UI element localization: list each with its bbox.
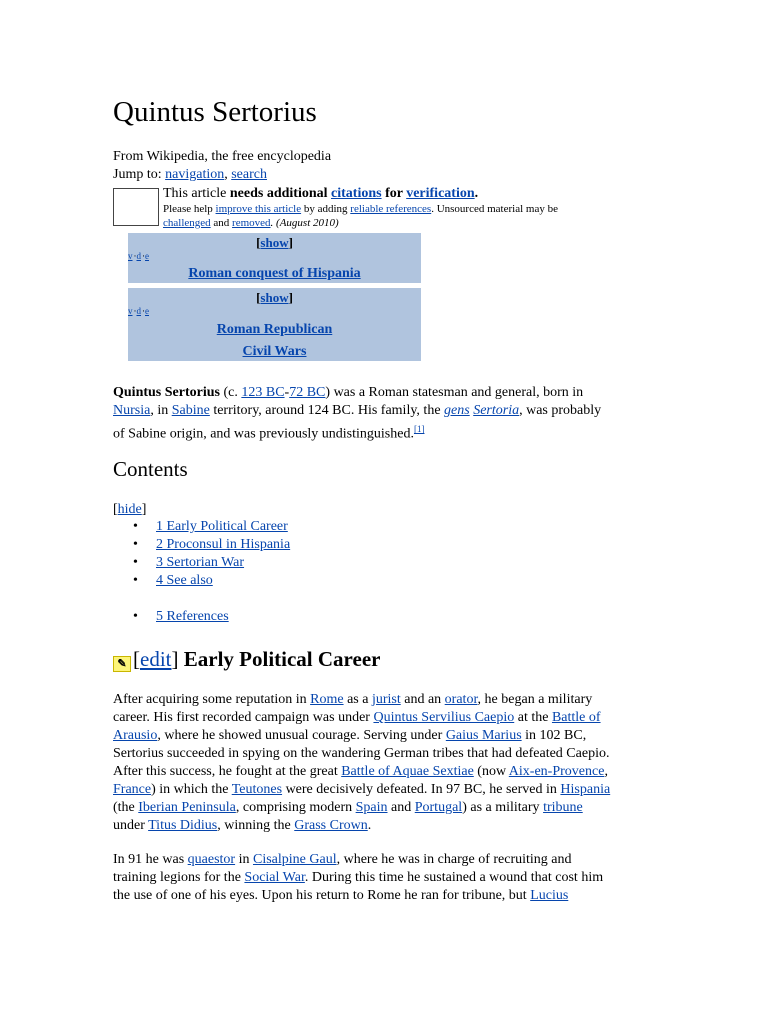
- wiki-link-battle-of-aquae-sextiae[interactable]: Battle of Aquae Sextiae: [341, 764, 474, 779]
- text: ,: [604, 764, 608, 779]
- text: career. His first recorded campaign was under: [113, 710, 374, 725]
- toc-item: [133, 537, 290, 553]
- notice-line-3: [163, 217, 339, 229]
- reliable-references-link[interactable]: reliable references: [350, 203, 432, 215]
- edit-section-link[interactable]: edit: [140, 647, 172, 671]
- roman-conquest-hispania-link[interactable]: Roman conquest of Hispania: [188, 266, 361, 281]
- bullet: •: [133, 573, 138, 588]
- toc-link-sertorian-war[interactable]: 3 Sertorian War: [156, 555, 245, 570]
- text-line: [113, 869, 653, 887]
- wiki-link-quintus-servilius-caepio[interactable]: Quintus Servilius Caepio: [373, 710, 515, 725]
- notice-help-text: Please help: [163, 203, 216, 215]
- hide-link[interactable]: hide: [117, 502, 142, 517]
- text: at the: [514, 710, 552, 725]
- wiki-link-quaestor[interactable]: quaestor: [187, 852, 236, 867]
- wiki-link-spain[interactable]: Spain: [355, 800, 388, 815]
- bullet: •: [133, 519, 138, 534]
- view-link[interactable]: v: [128, 251, 133, 261]
- toc-link-see-also[interactable]: 4 See also: [156, 573, 213, 588]
- verification-link[interactable]: verification: [406, 186, 475, 201]
- notice-date: . (August 2010): [270, 217, 339, 229]
- show-link[interactable]: show: [260, 290, 289, 305]
- navbox-title: [128, 319, 421, 341]
- wiki-link-jurist[interactable]: jurist: [371, 692, 401, 707]
- notice-image: [113, 188, 159, 226]
- discuss-link[interactable]: d: [136, 306, 141, 316]
- sabine-link[interactable]: Sabine: [171, 403, 210, 418]
- toc-link-early-career[interactable]: 1 Early Political Career: [156, 519, 288, 534]
- bullet: •: [133, 609, 138, 624]
- show-link[interactable]: show: [260, 235, 289, 250]
- wiki-link-iberian-peninsula[interactable]: Iberian Peninsula: [138, 800, 236, 815]
- toc-hide-toggle: [hide]: [113, 502, 147, 517]
- bullet: •: [133, 555, 138, 570]
- wiki-link-france[interactable]: France: [113, 782, 152, 797]
- citation-notice: [113, 186, 643, 232]
- wiki-link-cisalpine-gaul[interactable]: Cisalpine Gaul: [252, 852, 337, 867]
- navbox-conquest-hispania: [128, 233, 421, 283]
- text: and an: [400, 692, 445, 707]
- navbox-republican-civil-wars: [128, 288, 421, 361]
- intro-paragraph: [113, 384, 653, 444]
- wiki-link-hispania[interactable]: Hispania: [560, 782, 611, 797]
- view-link[interactable]: v: [128, 306, 133, 316]
- text: under: [113, 818, 149, 833]
- toc-item: [133, 609, 229, 625]
- text: , comprising modern: [235, 800, 356, 815]
- nursia-link[interactable]: Nursia: [113, 403, 151, 418]
- navbox-title: [128, 263, 421, 285]
- text: training legions for the: [113, 870, 245, 885]
- notice-bold: needs additional: [229, 186, 332, 201]
- roman-republican-link[interactable]: Roman Republican: [216, 322, 333, 337]
- career-paragraph-1: [113, 691, 653, 835]
- notice-and: and: [210, 217, 233, 229]
- text: , where he showed unusual courage. Serving under: [157, 728, 446, 743]
- wiki-link-titus-didius[interactable]: Titus Didius: [148, 818, 218, 833]
- search-link[interactable]: search: [231, 167, 267, 182]
- notice-line-2: [163, 203, 558, 215]
- reference-link[interactable]: [1]: [413, 424, 425, 434]
- text-line: [113, 781, 653, 799]
- discuss-link[interactable]: d: [136, 251, 141, 261]
- section-title: Early Political Career: [178, 647, 381, 671]
- notice-period: .: [474, 186, 479, 201]
- tagline: From Wikipedia, the free encyclopedia: [113, 149, 332, 164]
- text: , in: [150, 403, 172, 418]
- text: In 91 he was: [113, 852, 188, 867]
- text: , winning the: [217, 818, 295, 833]
- removed-link[interactable]: removed: [232, 217, 271, 229]
- text-line: [113, 763, 653, 781]
- text: ) as a military: [462, 800, 544, 815]
- toc-item: [133, 573, 213, 589]
- wiki-link-battle-of[interactable]: Battle of: [551, 710, 601, 725]
- citations-link[interactable]: citations: [331, 186, 382, 201]
- text-line: [113, 799, 653, 817]
- text: , was probably: [519, 403, 602, 418]
- wiki-link-tribune[interactable]: tribune: [543, 800, 583, 815]
- text-line: [113, 709, 653, 727]
- wiki-link-teutones[interactable]: Teutones: [231, 782, 283, 797]
- jump-separator: ,: [224, 167, 232, 182]
- text: , he began a military: [477, 692, 593, 707]
- wiki-link-lucius[interactable]: Lucius: [530, 888, 569, 903]
- text: After acquiring some reputation in: [113, 692, 311, 707]
- navbox-show-toggle: [show]: [256, 290, 293, 305]
- navbox-vde: v·d·e: [128, 306, 149, 316]
- navigation-link[interactable]: navigation: [165, 167, 225, 182]
- wiki-link-rome[interactable]: Rome: [310, 692, 344, 707]
- text: in: [235, 852, 253, 867]
- toc-item: [133, 519, 288, 535]
- jump-prefix: Jump to:: [113, 167, 166, 182]
- text: .: [367, 818, 372, 833]
- wiki-link-orator[interactable]: orator: [444, 692, 478, 707]
- text: ) was a Roman statesman and general, born in: [325, 385, 584, 400]
- page-title: Quintus Sertorius: [113, 96, 317, 128]
- navbox-show-toggle: [show]: [256, 235, 293, 250]
- text: were decisively defeated. In 97 BC, he served in: [282, 782, 561, 797]
- civil-wars-link[interactable]: Civil Wars: [242, 344, 307, 359]
- text: and: [387, 800, 415, 815]
- edit-bracket: ]: [171, 647, 179, 671]
- gens-link[interactable]: gens: [444, 403, 470, 418]
- toc-item: [133, 555, 244, 571]
- notice-line-1: [163, 186, 478, 202]
- wiki-link-arausio[interactable]: Arausio: [113, 728, 158, 743]
- navbox-vde: v·d·e: [128, 251, 149, 261]
- toc-link-proconsul[interactable]: 2 Proconsul in Hispania: [156, 537, 291, 552]
- navbox-title: [128, 341, 421, 363]
- text: the use of one of his eyes. Upon his return to Rome he ran for tribune, but: [113, 888, 531, 903]
- text: , where he was in charge of recruiting and: [336, 852, 572, 867]
- edit-template-link[interactable]: e: [145, 306, 149, 316]
- text: Sertorius succeeded in spying on the wandering German tribes that had defeated Caepio.: [113, 746, 610, 761]
- text: . During this time he sustained a wound that cost him: [304, 870, 604, 885]
- text-line: [113, 817, 653, 835]
- edit-template-link[interactable]: e: [145, 251, 149, 261]
- wiki-link-social-war[interactable]: Social War: [244, 870, 305, 885]
- text-line: [113, 691, 653, 709]
- wiki-link-grass-crown[interactable]: Grass Crown: [294, 818, 368, 833]
- notice-mid-text: by adding: [301, 203, 351, 215]
- text: of Sabine origin, and was previously undistinguished.: [113, 426, 414, 442]
- text-line: [113, 745, 653, 763]
- career-paragraph-2: [113, 851, 653, 905]
- text: as a: [343, 692, 372, 707]
- section-heading-early-career: [113, 647, 380, 672]
- text: territory, around 124 BC. His family, the: [209, 403, 445, 418]
- contents-heading: Contents: [113, 457, 188, 481]
- challenged-link[interactable]: challenged: [163, 217, 211, 229]
- notice-text: This article: [163, 186, 230, 201]
- subject-name: Quintus Sertorius: [113, 385, 220, 400]
- text: (the: [113, 800, 139, 815]
- 72bc-link[interactable]: 72 BC: [289, 385, 326, 400]
- text: -: [284, 385, 290, 400]
- text: in 102 BC,: [521, 728, 587, 743]
- pencil-icon: ✎: [113, 656, 131, 672]
- text: (c.: [219, 385, 242, 400]
- wiki-link-portugal[interactable]: Portugal: [414, 800, 463, 815]
- text-line: [113, 887, 653, 905]
- notice-for: for: [381, 186, 407, 201]
- toc-link-references[interactable]: 5 References: [156, 609, 229, 624]
- wiki-link-aix-en-provence[interactable]: Aix-en-Provence: [508, 764, 605, 779]
- jump-links: [113, 166, 267, 184]
- bullet: •: [133, 537, 138, 552]
- notice-post-text: . Unsourced material may be: [431, 203, 558, 215]
- text-line: [113, 727, 653, 745]
- 123bc-link[interactable]: 123 BC: [241, 385, 285, 400]
- edit-bracket: [: [133, 647, 140, 671]
- text: After this success, he fought at the great: [113, 764, 342, 779]
- wiki-link-gaius-marius[interactable]: Gaius Marius: [445, 728, 522, 743]
- text-line: [113, 851, 653, 869]
- sertoria-link[interactable]: Sertoria: [473, 403, 520, 418]
- text: ) in which the: [151, 782, 232, 797]
- text: (now: [473, 764, 509, 779]
- improve-article-link[interactable]: improve this article: [215, 203, 302, 215]
